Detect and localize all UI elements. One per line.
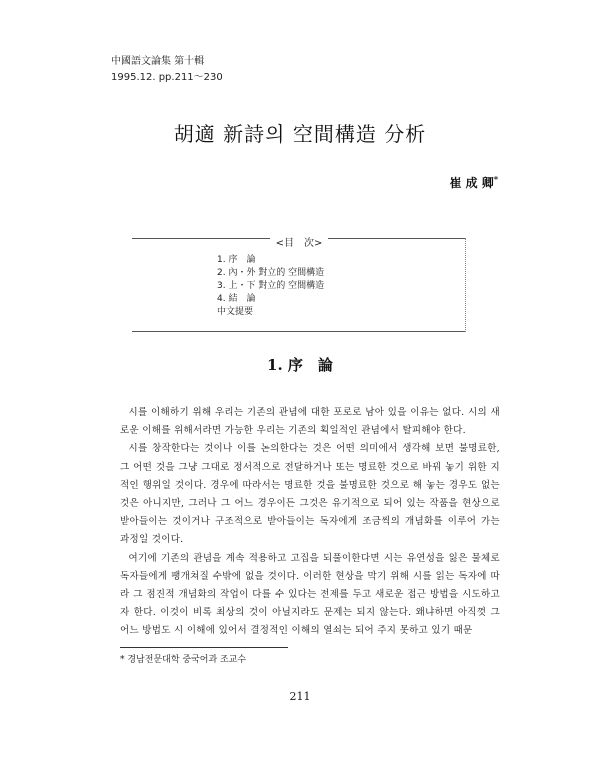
- toc-title-text: <目 次>: [270, 238, 329, 249]
- toc-title: [132, 231, 466, 250]
- table-of-contents: [132, 238, 466, 332]
- toc-side-rule: [465, 238, 466, 332]
- body-text: [120, 404, 500, 641]
- toc-item: 1. 序 論: [217, 255, 256, 265]
- paper-title: 胡適 新詩의 空間構造 分析: [173, 122, 427, 146]
- toc-list: [217, 254, 324, 319]
- page-number: 211: [289, 690, 311, 703]
- paragraph: 시를 창작한다는 것이나 이를 논의한다는 것은 어떤 의미에서 생각해 보면 불명료한, 그 어떤 것을 그냥 그대로 정서적으로 전달하거나 또는 명료한 것으로 바꿔 놓기 위한 지적인 행위일 것이다. 경우에 따라서는 명료한 것을 불명료한 것으로 해 놓는 경우도 없는 것은 아니지만, 그러나 그 어느 경우이든 그것은 유기적으로 되어 있는 작품을 현상으로 받아들이는 것이거나 구조적으로 받아들이는 독자에게 조금씩의 개념화를 이루어 가는 과정일 것이다.: [120, 443, 500, 546]
- paragraph: 시를 이해하기 위해 우리는 기존의 관념에 대한 포로로 남아 있을 이유는 없다. 시의 새로운 이해를 위해서라면 가능한 우리는 기존의 획일적인 관념에서 탈피해야 한다.: [120, 407, 500, 437]
- toc-item: 3. 上・下 對立的 空間構造: [217, 281, 325, 291]
- author-footnote-marker: *: [493, 174, 498, 184]
- toc-item: 2. 內・外 對立的 空間構造: [217, 268, 325, 278]
- author: [449, 174, 498, 191]
- footnote-rule: [120, 647, 288, 648]
- section-heading: 1. 序 論: [267, 356, 333, 374]
- toc-item: 中文提要: [217, 307, 254, 317]
- toc-item: 4. 結 論: [217, 294, 256, 304]
- footnote: * 경남전문대학 중국어과 조교수: [120, 655, 247, 665]
- author-name: 崔 成 卿: [449, 176, 494, 190]
- journal-issue-info: 1995.12. pp.211～230: [111, 72, 223, 83]
- journal-name: 中國語文論集 第十輯: [111, 56, 205, 67]
- paragraph: 여기에 기존의 관념을 계속 적용하고 고집을 되풀이한다면 시는 유연성을 잃은 물체로 독자들에게 팽개쳐질 수밖에 없을 것이다. 이러한 현상을 막기 위해 시를 읽는 독자에 따라 그 점진적 개념화의 작업이 다를 수 있다는 전제를 두고 새로운 접근 방법을 시도하고자 한다. 이것이 비록 최상의 것이 아닐지라도 문제는 되지 않는다. 왜냐하면 아직껏 그 어느 방법도 시 이해에 있어서 결정적인 이해의 열쇠는 되어 주지 못하고 있기 때문: [120, 552, 500, 637]
- toc-bottom-rule: [132, 331, 466, 332]
